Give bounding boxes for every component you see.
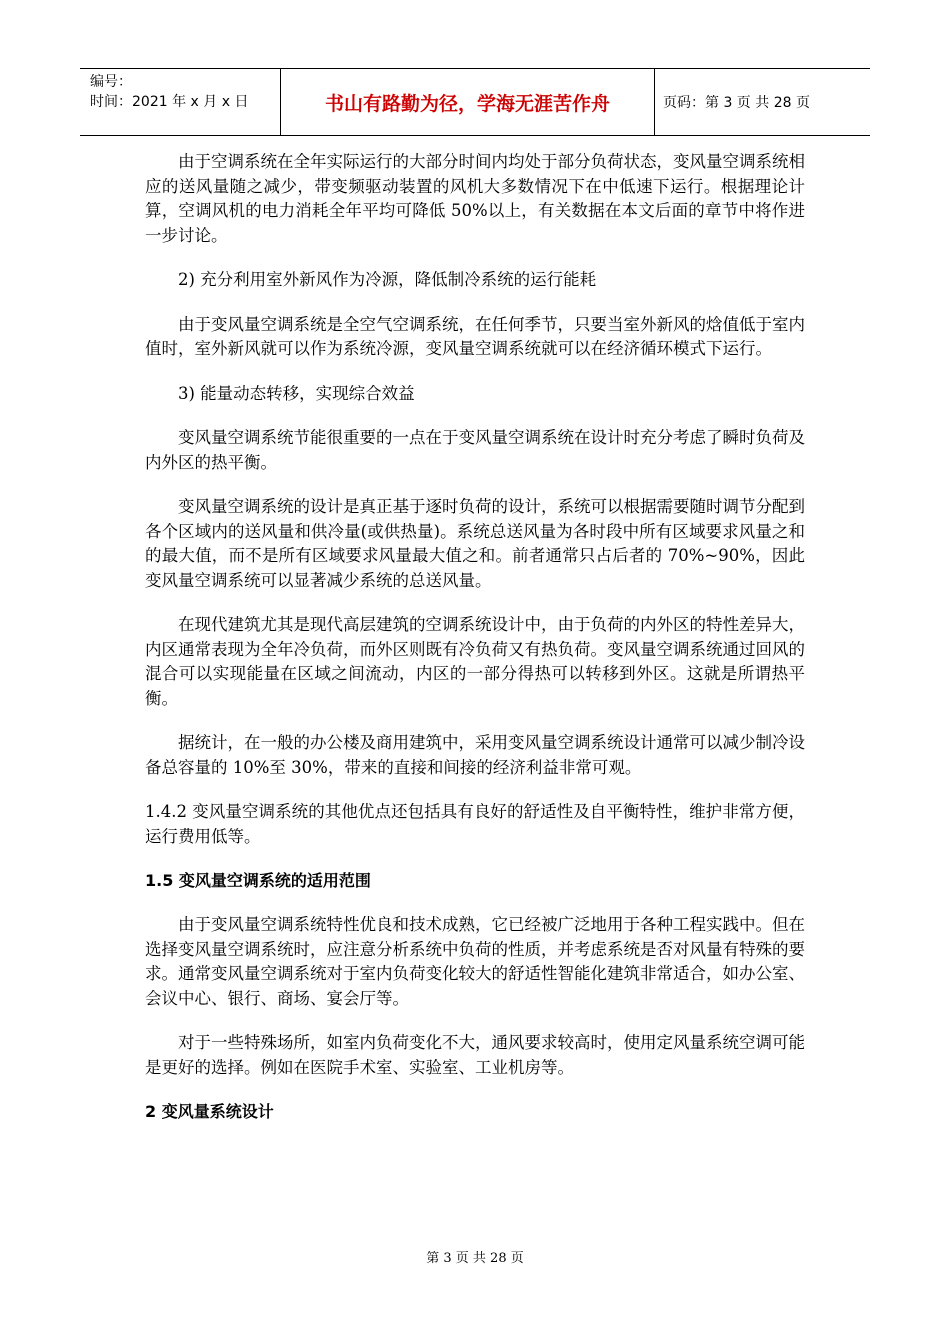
section-heading-1-5: 1.5 变风量空调系统的适用范围 xyxy=(145,871,371,890)
document-number: 编号： xyxy=(90,74,132,90)
header-meta xyxy=(80,69,281,135)
header-motto: 书山有路勤为径，学海无涯苦作舟 xyxy=(281,69,655,135)
page-footer: 第 3 页 共 28 页 xyxy=(426,1251,524,1266)
document-date: 时间：2021 年 x 月 x 日 xyxy=(90,94,249,110)
paragraph: 变风量空调系统节能很重要的一点在于变风量空调系统在设计时充分考虑了瞬时负荷及内外区的热平衡。 xyxy=(145,428,805,472)
paragraph: 由于空调系统在全年实际运行的大部分时间内均处于部分负荷状态，变风量空调系统相应的送风量随之减少，带变频驱动装置的风机大多数情况下在中低速下运行。根据理论计算，空调风机的电力消耗全年平均可降低 50%以上，有关数据在本文后面的章节中将作进一步讨论。 xyxy=(145,152,805,245)
paragraph: 在现代建筑尤其是现代高层建筑的空调系统设计中，由于负荷的内外区的特性差异大，内区通常表现为全年冷负荷，而外区则既有冷负荷又有热负荷。变风量空调系统通过回风的混合可以实现能量在区域之间流动，内区的一部分得热可以转移到外区。这就是所谓热平衡。 xyxy=(145,615,805,708)
document-body xyxy=(145,150,805,1144)
list-item: 3) 能量动态转移，实现综合效益 xyxy=(178,383,415,403)
paragraph: 由于变风量空调系统是全空气空调系统，在任何季节，只要当室外新风的焓值低于室内值时，室外新风就可以作为系统冷源，变风量空调系统就可以在经济循环模式下运行。 xyxy=(145,314,805,358)
paragraph-section-1-4-2: 1.4.2 变风量空调系统的其他优点还包括具有良好的舒适性及自平衡特性，维护非常方便，运行费用低等。 xyxy=(145,802,805,846)
paragraph: 对于一些特殊场所，如室内负荷变化不大，通风要求较高时，使用定风量系统空调可能是更好的选择。例如在医院手术室、实验室、工业机房等。 xyxy=(145,1033,805,1077)
paragraph: 由于变风量空调系统特性优良和技术成熟，它已经被广泛地用于各种工程实践中。但在选择变风量空调系统时，应注意分析系统中负荷的性质，并考虑系统是否对风量有特殊的要求。通常变风量空调系统对于室内负荷变化较大的舒适性智能化建筑非常适合，如办公室、会议中心、银行、商场、宴会厅等。 xyxy=(145,915,805,1008)
paragraph: 据统计，在一般的办公楼及商用建筑中，采用变风量空调系统设计通常可以减少制冷设备总容量的 10%至 30%，带来的直接和间接的经济利益非常可观。 xyxy=(145,733,805,777)
section-heading-2: 2 变风量系统设计 xyxy=(145,1102,274,1121)
paragraph: 变风量空调系统的设计是真正基于逐时负荷的设计，系统可以根据需要随时调节分配到各个区域内的送风量和供冷量(或供热量)。系统总送风量为各时段中所有区域要求风量之和的最大值，而不是所有区域要求风量最大值之和。前者通常只占后者的 70%~90%，因此变风量空调系统可以显著减少系统的总送风量。 xyxy=(145,497,805,590)
list-item: 2) 充分利用室外新风作为冷源，降低制冷系统的运行能耗 xyxy=(178,270,597,289)
header-page-number: 页码：第 3 页 共 28 页 xyxy=(663,95,810,111)
page-header xyxy=(80,68,870,136)
